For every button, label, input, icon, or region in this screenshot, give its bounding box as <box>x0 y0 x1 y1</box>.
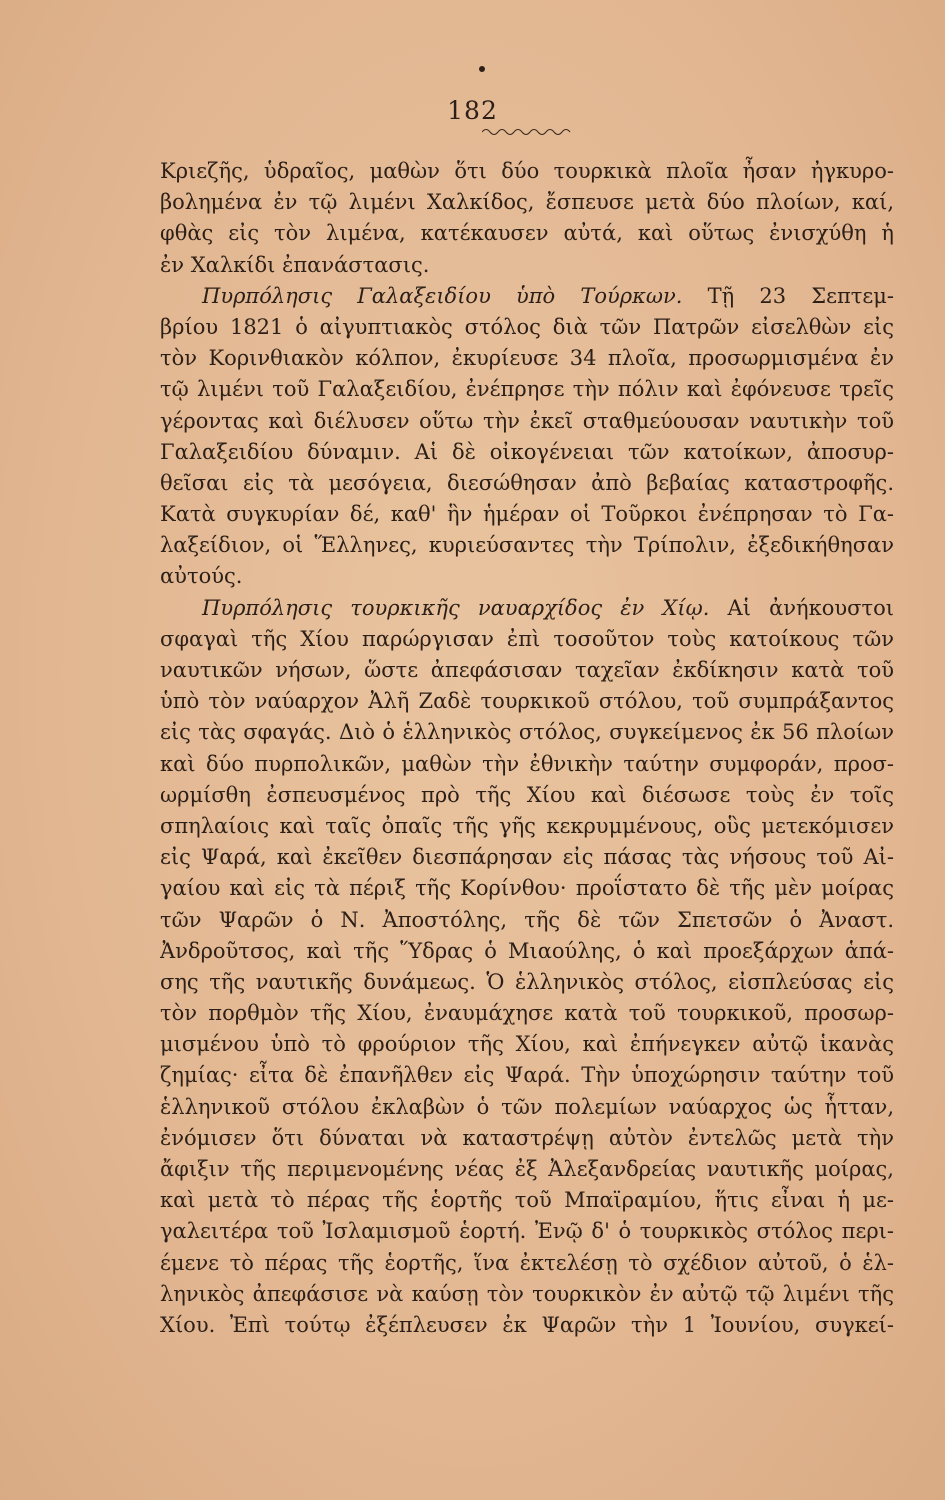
text-line: ἐνόμισεν ὅτι δύναται νὰ καταστρέψῃ αὐτὸν ἐντελῶς μετὰ τὴν <box>160 1125 894 1150</box>
text-line: βολημένα ἐν τῷ λιμένι Χαλκίδος, ἔσπευσε μετὰ δύο πλοίων, καί, <box>160 190 894 215</box>
text-line: βρίου 1821 ὁ αἰγυπτιακὸς στόλος διὰ τῶν Πατρῶν εἰσελθὼν εἰς <box>160 314 894 339</box>
section-heading: Πυρπόλησις τουρκικῆς ναυαρχίδος ἐν Χίῳ. <box>202 595 710 620</box>
text-line: ληνικὸς ἀπεφάσισε νὰ καύσῃ τὸν τουρκικὸν ἐν αὐτῷ τῷ λιμένι τῆς <box>160 1281 894 1306</box>
text-line: ἑλληνικοῦ στόλου ἐκλαβὼν ὁ τῶν πολεμίων ναύαρχος ὡς ἧτταν, <box>160 1094 894 1119</box>
text-line: Χίου. Ἐπὶ τούτῳ ἐξέπλευσεν ἐκ Ψαρῶν τὴν 1 Ἰουνίου, συγκεί- <box>160 1312 894 1337</box>
text-line: ὑπὸ τὸν ναύαρχον Ἀλῆ Ζαδὲ τουρκικοῦ στόλου, τοῦ συμπράξαντος <box>160 689 894 714</box>
text-line: σφαγαὶ τῆς Χίου παρώργισαν ἐπὶ τοσοῦτον τοὺς κατοίκους τῶν <box>160 626 894 651</box>
text-line: εἰς τὰς σφαγάς. Διὸ ὁ ἑλληνικὸς στόλος, συγκείμενος ἐκ 56 πλοίων <box>160 720 894 745</box>
text-line: τὸν Κορινθιακὸν κόλπον, ἐκυρίευσε 34 πλοῖα, προσωρμισμένα ἐν <box>160 346 894 371</box>
text-line: ναυτικῶν νήσων, ὥστε ἀπεφάσισαν ταχεῖαν ἐκδίκησιν κατὰ τοῦ <box>160 658 894 682</box>
ornament-rule <box>482 127 574 137</box>
body-text <box>160 156 894 1341</box>
text-line: μισμένου ὑπὸ τὸ φρούριον τῆς Χίου, καὶ ἐπήνεγκεν αὐτῷ ἱκανὰς <box>160 1032 894 1057</box>
text-line: φθὰς εἰς τὸν λιμένα, κατέκαυσεν αὐτά, καὶ οὕτως ἐνισχύθη ἡ <box>160 221 894 246</box>
text-line: τῷ λιμένι τοῦ Γαλαξειδίου, ἐνέπρησε τὴν πόλιν καὶ ἐφόνευσε τρεῖς <box>160 377 894 402</box>
text-line: γαλειτέρα τοῦ Ἰσλαμισμοῦ ἑορτή. Ἐνῷ δ' ὁ τουρκικὸς στόλος περι- <box>160 1219 894 1244</box>
text-line: εἰς Ψαρά, καὶ ἐκεῖθεν διεσπάρησαν εἰς πάσας τὰς νήσους τοῦ Αἰ- <box>160 845 894 870</box>
text-line: γαίου καὶ εἰς τὰ πέριξ τῆς Κορίνθου· προΐστατο δὲ τῆς μὲν μοίρας <box>160 876 894 901</box>
text-line: ἐν Χαλκίδι ἐπανάστασις. <box>160 252 430 277</box>
text-line: καὶ δύο πυρπολικῶν, μαθὼν τὴν ἐθνικὴν ταύτην συμφοράν, προσ- <box>160 751 894 776</box>
printed-dot <box>479 66 485 72</box>
text-line: Κριεζῆς, ὑδραῖος, μαθὼν ὅτι δύο τουρκικὰ πλοῖα ἦσαν ἠγκυρο- <box>160 159 894 183</box>
text-line: γέροντας καὶ διέλυσεν οὕτω τὴν ἐκεῖ σταθμεύουσαν ναυτικὴν τοῦ <box>160 408 894 433</box>
text-line: ωρμίσθη ἐσπευσμένος πρὸ τῆς Χίου καὶ διέσωσε τοὺς ἐν τοῖς <box>160 782 894 807</box>
text-line: ἄφιξιν τῆς περιμενομένης νέας ἐξ Ἀλεξανδρείας ναυτικῆς μοίρας, <box>160 1157 894 1181</box>
text-line: καὶ μετὰ τὸ πέρας τῆς ἑορτῆς τοῦ Μπαϊραμίου, ἥτις εἶναι ἡ με- <box>160 1188 894 1213</box>
section-heading: Πυρπόλησις Γαλαξειδίου ὑπὸ Τούρκων. <box>202 283 683 308</box>
text-line: Κατὰ συγκυρίαν δέ, καθ' ἣν ἡμέραν οἱ Τοῦρκοι ἐνέπρησαν τὸ Γα- <box>160 502 894 527</box>
text-line: Γαλαξειδίου δύναμιν. Αἱ δὲ οἰκογένειαι τῶν κατοίκων, ἀποσυρ- <box>160 439 894 464</box>
text-line: Ἀνδροῦτσος, καὶ τῆς Ὕδρας ὁ Μιαούλης, ὁ καὶ προεξάρχων ἁπά- <box>160 938 894 963</box>
text-line: σης τῆς ναυτικῆς δυνάμεως. Ὁ ἑλληνικὸς στόλος, εἰσπλεύσας εἰς <box>160 969 894 994</box>
section-heading-line <box>160 593 894 624</box>
page-number: 182 <box>447 96 498 125</box>
text-span: Αἱ ἀνήκουστοι <box>727 595 894 620</box>
text-span: Τῇ 23 Σεπτεμ- <box>707 283 894 308</box>
text-line: λαξείδιον, οἱ Ἕλληνες, κυριεύσαντες τὴν Τρίπολιν, ἐξεδικήθησαν <box>160 533 894 558</box>
text-line: τὸν πορθμὸν τῆς Χίου, ἐναυμάχησε κατὰ τοῦ τουρκικοῦ, προσωρ- <box>160 1001 894 1026</box>
text-line: ζημίας· εἶτα δὲ ἐπανῆλθεν εἰς Ψαρά. Τὴν ὑποχώρησιν ταύτην τοῦ <box>160 1063 894 1088</box>
text-line: έμενε τὸ πέρας τῆς ἑορτῆς, ἵνα ἐκτελέσῃ τὸ σχέδιον αὐτοῦ, ὁ ἑλ- <box>160 1250 894 1275</box>
text-line: τῶν Ψαρῶν ὁ Ν. Ἀποστόλης, τῆς δὲ τῶν Σπετσῶν ὁ Ἀναστ. <box>160 907 894 932</box>
section-heading-line <box>160 281 894 312</box>
text-line: σπηλαίοις καὶ ταῖς ὀπαῖς τῆς γῆς κεκρυμμένους, οὓς μετεκόμισεν <box>160 813 894 838</box>
text-line: θεῖσαι εἰς τὰ μεσόγεια, διεσώθησαν ἀπὸ βεβαίας καταστροφῆς. <box>160 470 894 495</box>
text-line: αὐτούς. <box>160 564 243 589</box>
